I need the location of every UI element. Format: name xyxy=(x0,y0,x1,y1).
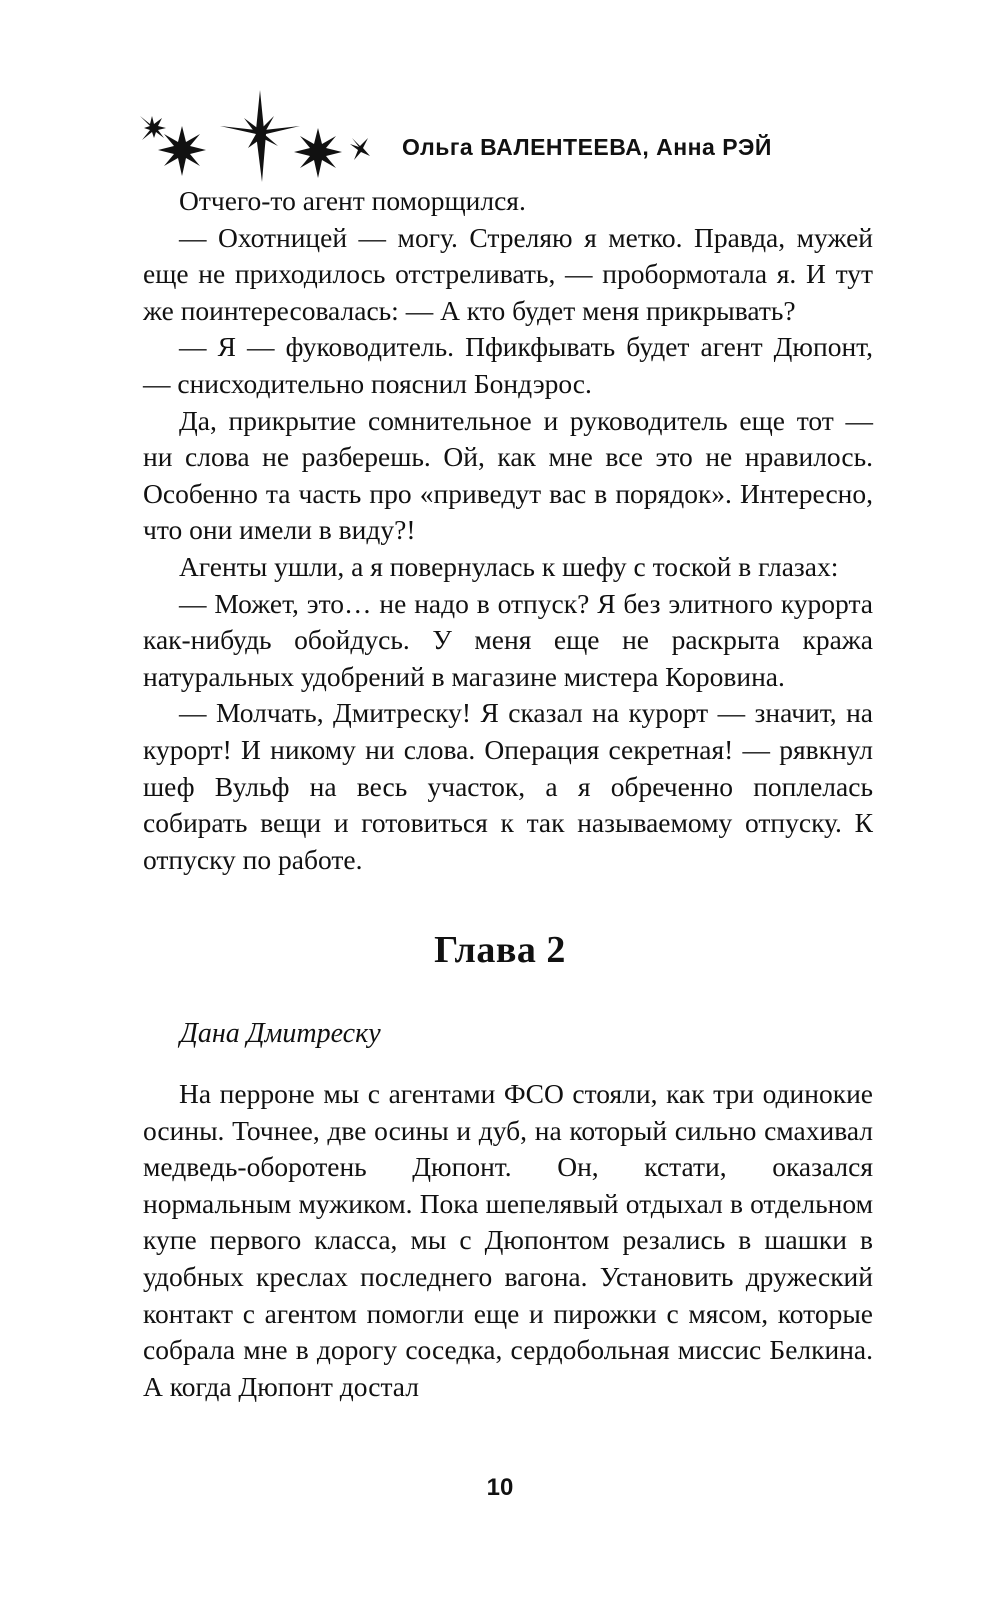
running-title: Ольга ВАЛЕНТЕЕВА, Анна РЭЙ xyxy=(402,134,772,160)
text-section-two xyxy=(143,1076,873,1405)
text-section-one xyxy=(143,183,873,878)
paragraph: Агенты ушли, а я повернулась к шефу с тоской в глазах: xyxy=(179,550,839,582)
paragraph: — Молчать, Дмитреску! Я сказал на курорт — значит, на курорт! И никому ни слова. Операция секретная! — рявкнул шеф Вульф на весь участок, а я обреченно поплелась собирать вещи и готовиться к так называемому отпуску. К отпуску по работе. xyxy=(143,697,873,875)
chapter-pov-subtitle: Дана Дмитреску xyxy=(180,1018,381,1049)
paragraph: Отчего-то агент поморщился. xyxy=(179,185,526,216)
running-header xyxy=(140,86,860,196)
paragraph: На перроне мы с агентами ФСО стояли, как три одинокие осины. Точнее, две осины и дуб, на который сильно смахивал медведь-оборотень Дюпонт. Он, кстати, оказался нормальным мужиком. Пока шепелявый отдыхал в отдельном купе первого класса, мы с Дюпонтом резались в шашки в удобных креслах последнего вагона. Установить дружеский контакт с агентом помогли еще и пирожки с мясом, которые собрала мне в дорогу соседка, сердобольная миссис Белкина. А когда Дюпонт достал xyxy=(143,1078,873,1402)
paragraph: Да, прикрытие сомнительное и руководитель еще тот — ни слова не разберешь. Ой, как мне все это не нравилось. Особенно та часть про «приведут вас в порядок». Интересно, что они имели в виду?! xyxy=(143,404,873,546)
sparkle-stars-icon xyxy=(140,86,390,196)
paragraph: — Я — фуководитель. Пфикфывать будет агент Дюпонт, — снисходительно пояснил Бондэрос. xyxy=(143,331,873,399)
page-number: 10 xyxy=(486,1474,514,1501)
paragraph: — Может, это… не надо в отпуск? Я без элитного курорта как-нибудь обойдусь. У меня еще не раскрыта кража натуральных удобрений в магазине мистера Коровина. xyxy=(143,587,873,692)
paragraph: — Охотницей — могу. Стреляю я метко. Правда, мужей еще не приходилось отстреливать, — пробормотала я. И тут же поинтересовалась: — А кто будет меня прикрывать? xyxy=(143,221,873,326)
chapter-title: Глава 2 xyxy=(434,929,566,971)
